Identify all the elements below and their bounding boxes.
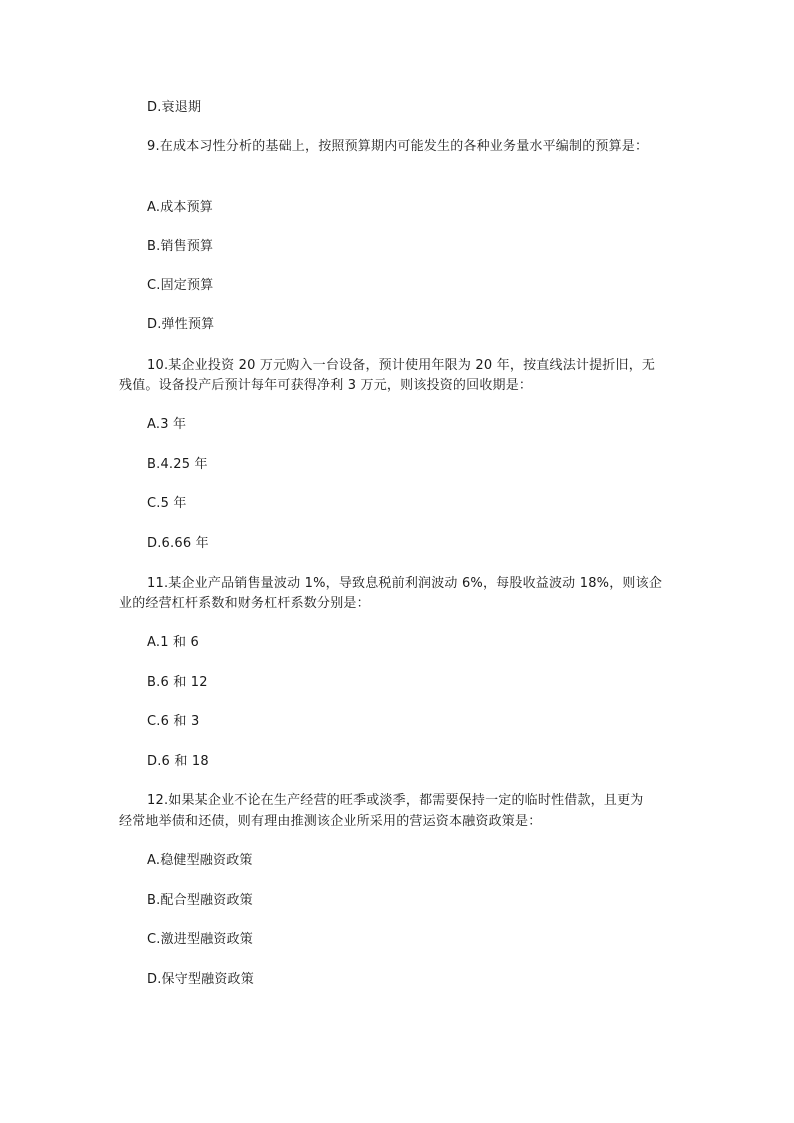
q12-stem-line1: 12.如果某企业不论在生产经营的旺季或淡季，都需要保持一定的临时性借款，且更为 bbox=[147, 793, 644, 808]
q10-stem-line1: 10.某企业投资 20 万元购入一台设备，预计使用年限为 20 年，按直线法计提折旧，无 bbox=[147, 358, 656, 373]
q11-option-a: A.1 和 6 bbox=[147, 635, 200, 650]
q9-option-a: A.成本预算 bbox=[147, 200, 213, 215]
q10-option-a: A.3 年 bbox=[147, 417, 187, 432]
q12-stem-line2: 经常地举债和还债，则有理由推测该企业所采用的营运资本融资政策是： bbox=[119, 814, 542, 829]
q10-stem-line2: 残值。设备投产后预计每年可获得净利 3 万元，则该投资的回收期是： bbox=[119, 378, 533, 393]
q12-option-d: D.保守型融资政策 bbox=[147, 972, 254, 987]
q12-option-c: C.激进型融资政策 bbox=[147, 932, 254, 947]
q10-option-c: C.5 年 bbox=[147, 496, 187, 511]
q12-option-b: B.配合型融资政策 bbox=[147, 893, 253, 908]
q11-option-b: B.6 和 12 bbox=[147, 675, 208, 690]
q10-option-d: D.6.66 年 bbox=[147, 536, 209, 551]
q11-stem-line1: 11.某企业产品销售量波动 1%，导致息税前利润波动 6%，每股收益波动 18%，则该企 bbox=[147, 576, 663, 591]
q9-stem: 9.在成本习性分析的基础上，按照预算期内可能发生的各种业务量水平编制的预算是： bbox=[147, 139, 649, 154]
q9-option-c: C.固定预算 bbox=[147, 278, 214, 293]
q11-option-c: C.6 和 3 bbox=[147, 714, 200, 729]
q12-option-a: A.稳健型融资政策 bbox=[147, 853, 253, 868]
q11-stem-line2: 业的经营杠杆系数和财务杠杆系数分别是： bbox=[119, 596, 370, 611]
q9-option-b: B.销售预算 bbox=[147, 239, 214, 254]
q10-option-b: B.4.25 年 bbox=[147, 457, 208, 472]
q9-option-d: D.弹性预算 bbox=[147, 317, 215, 332]
q11-option-d: D.6 和 18 bbox=[147, 754, 209, 769]
q8-option-d: D.衰退期 bbox=[147, 100, 202, 115]
